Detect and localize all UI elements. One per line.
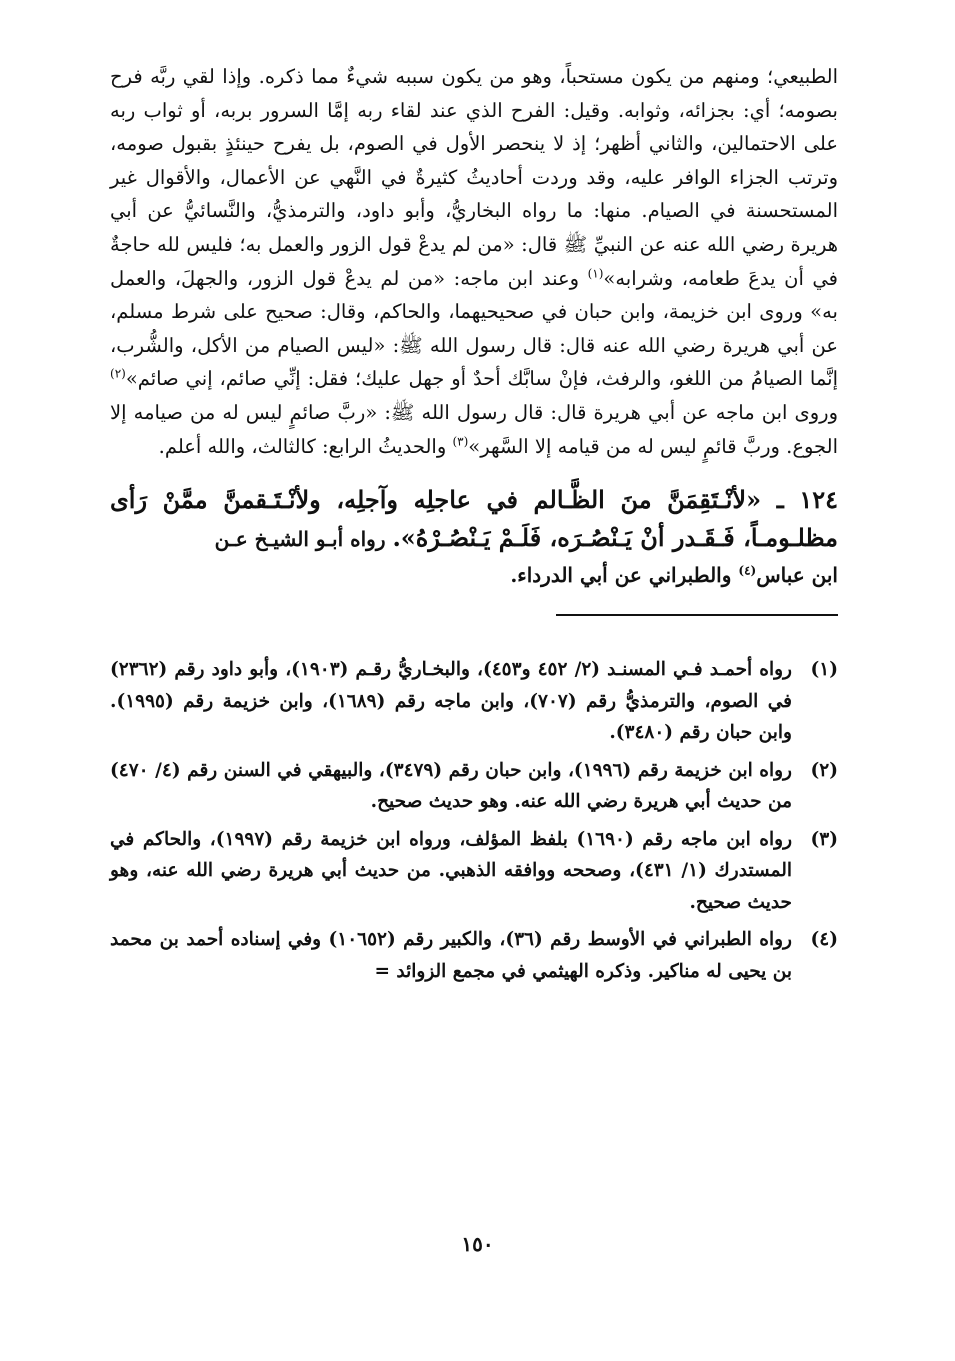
footnote-number: (١) xyxy=(810,659,838,681)
commentary-part-4: والحديثُ الرابع: كالثالث، والله أعلم. xyxy=(158,434,453,458)
hadith-source-narrator: ابن عباس xyxy=(756,563,838,588)
footnote-ref-4[interactable]: (٤) xyxy=(738,563,757,578)
footnote xyxy=(110,924,838,987)
commentary-part-3: وروى ابن ماجه عن أبي هريرة قال: قال رسول الله ﷺ: «ربَّ صائمٍ ليس له من صيامه إلا الجوع. وربَّ قائمٍ ليس له من قيامه إلا السَّهر» xyxy=(110,400,838,458)
footnote-number: (٢) xyxy=(810,759,838,781)
footnote xyxy=(110,755,838,818)
footnote-ref-2[interactable]: (٢) xyxy=(110,366,126,381)
footnote-text: رواه ابن خزيمة رقم (١٩٩٦)، وابن حبان رقم (٣٤٧٩)، والبيهقي في السنن رقم (٤/ ٤٧٠) من حديث أبي هريرة رضي الله عنه. وهو حديث صحيح. xyxy=(110,759,792,813)
page-number: ١٥٠ xyxy=(461,1232,494,1256)
page xyxy=(110,60,838,993)
footnote-text: رواه أحمـد فـي المسنـد (٢/ ٤٥٢ و٤٥٣)، والبخـاريُّ رقـم (١٩٠٣)، وأبو داود رقم (٢٣٦٢) في الصوم، والترمذيُّ رقم (٧٠٧)، وابن ماجه رقم (١٦٨٩)، وابن خزيمة رقم (١٩٩٥). وابن حبان رقم (٣٤٨٠). xyxy=(110,659,792,744)
hadith-source: رواه أبـو الشيـخ عـن xyxy=(214,527,393,552)
footnote xyxy=(110,824,838,919)
footnote-ref-3[interactable]: (٣) xyxy=(452,434,469,449)
footnote xyxy=(110,654,838,749)
commentary-text xyxy=(110,60,838,463)
footnote-number: (٣) xyxy=(810,828,838,850)
hadith-block xyxy=(110,481,838,592)
hadith-text: «لأنْـتَقِمَنَّ منَ الظَّـالم في عاجلِه وآجلِه، ولأنْـتَـقمنَّ ممَّنْ رَأى مظلـومـاً، فَـقَـدر أنْ يَـنْصُـرَه، فَلَـمْ يَـنْصُـرْهُ». xyxy=(110,485,838,553)
commentary-part-2: وعند ابن ماجه: «من لم يدعْ قول الزور، والجهلَ، والعمل به» وروى ابن خزيمة، وابن حبان في صحيحيهما، والحاكم، وقال: صحيح على شرط مسلم، عن أبي هريرة رضي الله عنه قال: قال رسول الله ﷺ: «ليس الصيام من الأكل، والشُّرب، إنَّما الصيامُ من اللغو، والرفث، فإنْ سابَّك أحدٌ أو جهل عليك؛ فقل: إنِّي صائم، إني صائم» xyxy=(110,266,838,391)
footnote-number: (٤) xyxy=(810,929,838,951)
footnote-separator xyxy=(556,614,838,616)
footnote-text: رواه ابن ماجه رقم (١٦٩٠) بلفظ المؤلف، ورواه ابن خزيمة رقم (١٩٩٧)، والحاكم في المستدرك (١/ ٤٣١)، وصححه ووافقه الذهبي. من حديث أبي هريرة رضي الله عنه، وهو حديث صحيح. xyxy=(110,828,793,913)
hadith-source-rest: والطبراني عن أبي الدرداء. xyxy=(510,563,739,588)
hadith-number: ١٢٤ ـ xyxy=(776,485,838,515)
footnote-ref-1[interactable]: (١) xyxy=(587,266,604,281)
footnote-text: رواه الطبراني في الأوسط رقم (٣٦)، والكبير رقم (١٠٦٥٢) وفي إسناده أحمد بن محمد بن يحيى له مناكير. وذكره الهيثمي في مجمع الزوائد = xyxy=(110,929,792,982)
commentary-paragraph xyxy=(110,60,838,463)
commentary-part-1: الطبيعي؛ ومنهم من يكون مستحباً، وهو من يكون سببه شيءٌ مما ذكره. وإذا لقي ربَّه فرح بصومه؛ أي: بجزائه، وثوابه. وقيل: الفرح الذي عند لقاء ربه إمَّا السرور بربه، أو ثواب ربه على الاحتمالين، والثاني أظهر؛ إذ لا ينحصر الأول في الصوم، بل يفرح حينئذٍ بقبول صومه، وترتب الجزاء الوافر عليه، وقد وردت أحاديثُ كثيرةٌ في النَّهي عن الأعمال، والأقوال غير المستحسنة في الصيام. منها: ما رواه البخاريُّ، وأبو داود، والترمذيُّ، والنَّسائيُّ عن أبي هريرة رضي الله عنه عن النبيِّ ﷺ قال: «من لم يدعْ قول الزور والعمل به؛ فليس لله حاجةٌ في أن يدعَ طعامه، وشرابه» xyxy=(110,65,838,290)
footnotes xyxy=(110,654,838,987)
hadith-source-line xyxy=(110,558,838,592)
